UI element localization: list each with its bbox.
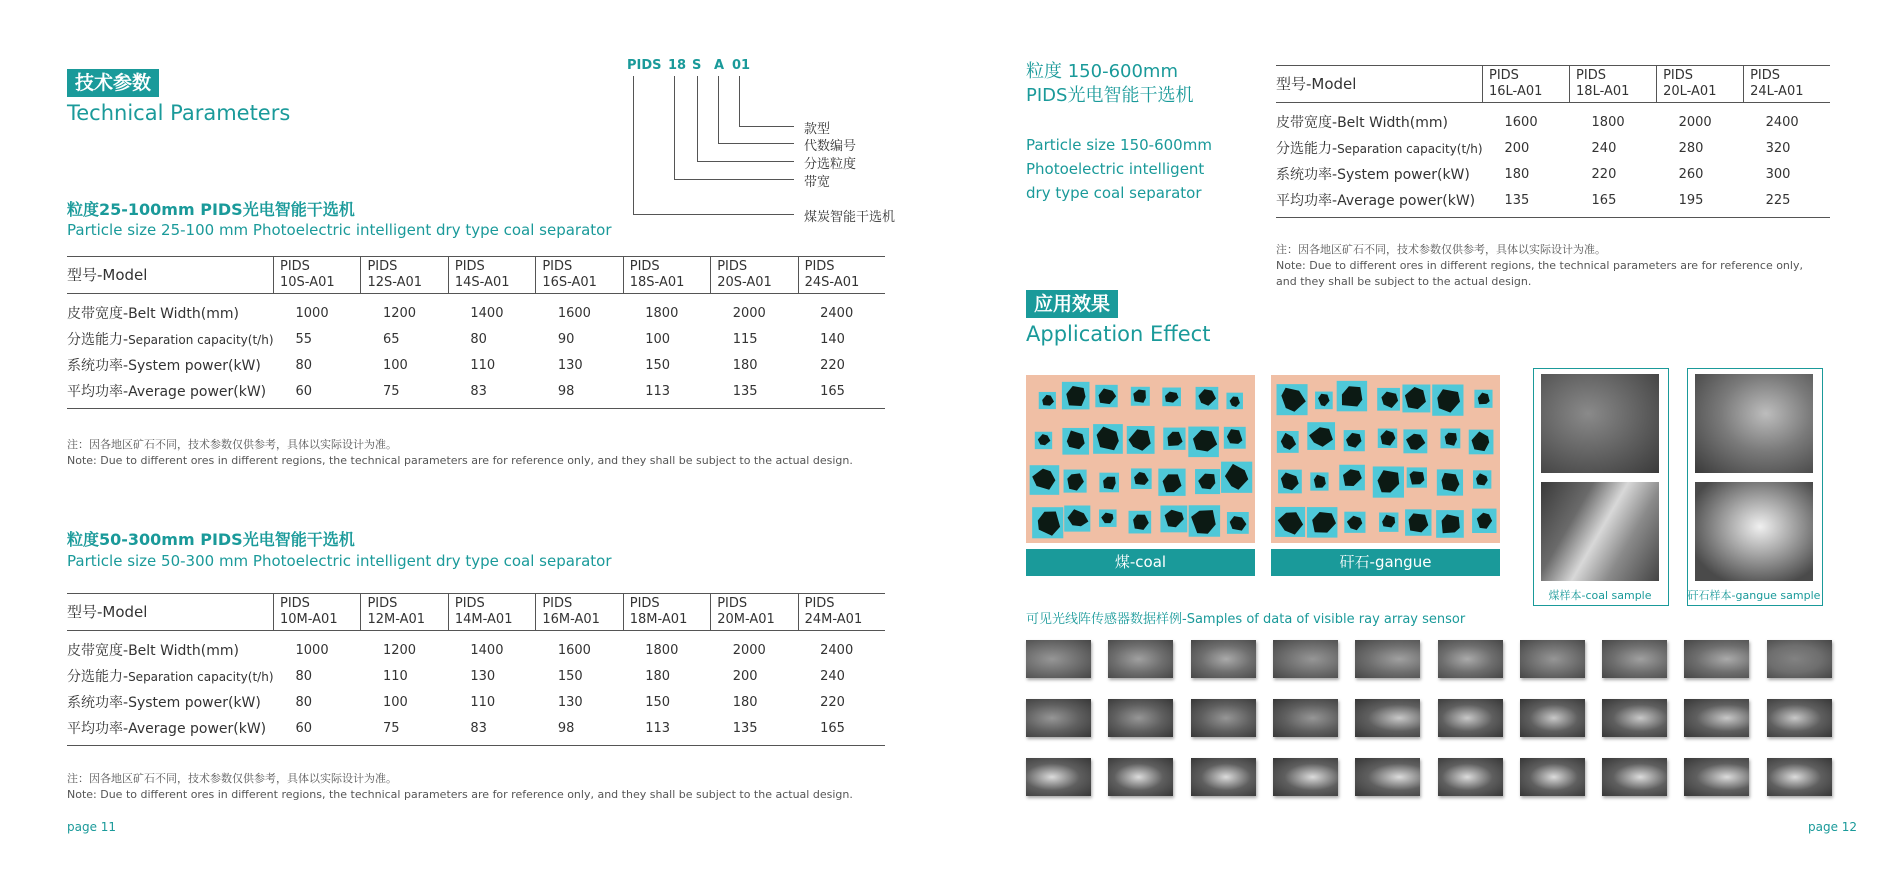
model-col: PIDS 18S-A01 (623, 257, 710, 294)
sensor-sample-thumb (1602, 758, 1667, 796)
tech-params-tag: 技术参数 (67, 69, 159, 97)
code-label-machine: 煤炭智能干选机 (804, 210, 896, 225)
page-number-left: page 11 (67, 820, 117, 834)
sensor-sample-thumb (1108, 640, 1173, 678)
sensor-sample-thumb (1108, 699, 1173, 737)
code-label-width: 带宽 (804, 175, 831, 190)
model-col: PIDS 10S-A01 (274, 257, 361, 294)
table-row: 皮带宽度-Belt Width(mm) 1000 1200 1400 1600 1800 2000 2400 (67, 642, 854, 659)
model-col: PIDS 24L-A01 (1744, 66, 1830, 103)
sensor-sample-thumb (1438, 699, 1503, 737)
sensor-sample-thumb (1684, 699, 1749, 737)
sensor-sample-thumb (1108, 758, 1173, 796)
table1-title-cn: 粒度25-100mm PIDS光电智能干选机 (67, 200, 355, 219)
model-col: PIDS 14S-A01 (448, 257, 535, 294)
sensor-sample-thumb (1191, 640, 1256, 678)
table-row: 分选能力-Separation capacity(t/h) 200 240 280 320 (1276, 140, 1791, 157)
table-row: 分选能力-Separation capacity(t/h) 80 110 130 150 180 200 240 (67, 668, 845, 685)
model-col: PIDS 20M-A01 (711, 594, 798, 631)
model-header: 型号-Model (67, 603, 148, 621)
table2-title-en: Particle size 50-300 mm Photoelectric intelligent dry type coal separator (67, 552, 612, 570)
code-part-model: 01 (732, 58, 751, 73)
coal-caption: 煤-coal (1026, 549, 1255, 576)
sensor-sample-thumb (1355, 758, 1420, 796)
gangue-detection-graphic (1271, 375, 1500, 543)
sensor-sample-thumb (1026, 758, 1091, 796)
table-row: 系统功率-System power(kW) 80 100 110 130 150 180 220 (67, 694, 845, 711)
code-part-pids: PIDS (627, 58, 662, 73)
table1-note: 注：因各地区矿石不同，技术参数仅供参考，具体以实际设计为准。 Note: Due to different ores in different regions, the technical parameters are for reference only, and they shall be subject to the actual design. (67, 438, 853, 467)
sensor-sample-thumb (1026, 640, 1091, 678)
model-header: 型号-Model (1276, 75, 1357, 93)
table-row: 平均功率-Average power(kW) 60 75 83 98 113 135 165 (67, 720, 845, 737)
sensor-sample-thumb (1520, 758, 1585, 796)
tech-params-title: Technical Parameters (67, 101, 291, 125)
sensor-sample-thumb (1767, 699, 1832, 737)
model-col: PIDS 24M-A01 (798, 594, 885, 631)
spec-table-50-300 (67, 593, 885, 746)
table-row: 系统功率-System power(kW) 180 220 260 300 (1276, 166, 1791, 183)
table3-note: 注：因各地区矿石不同，技术参数仅供参考，具体以实际设计为准。 Note: Due to different ores in different regions, the technical parameters are for reference only, and they shall be subject to the actual design. (1276, 243, 1803, 288)
table-row: 皮带宽度-Belt Width(mm) 1600 1800 2000 2400 (1276, 114, 1799, 131)
code-label-gen: 代数编号 (804, 139, 857, 154)
table2-title-cn: 粒度50-300mm PIDS光电智能干选机 (67, 530, 355, 549)
model-col: PIDS 18L-A01 (1570, 66, 1657, 103)
large-size-title-cn: 粒度 150-600mm PIDS光电智能干选机 (1026, 61, 1194, 106)
large-size-title-en: Particle size 150-600mm Photoelectric intelligent dry type coal separator (1026, 136, 1212, 202)
sensor-sample-thumb (1684, 758, 1749, 796)
table-row: 系统功率-System power(kW) 80 100 110 130 150 180 220 (67, 357, 845, 374)
gangue-sample-caption: 矸石样本-gangue sample (1687, 589, 1821, 602)
sensor-sample-thumb (1520, 699, 1585, 737)
sensor-sample-thumb (1273, 699, 1338, 737)
sensor-sample-thumb (1602, 699, 1667, 737)
code-part-width: 18 (668, 58, 687, 73)
sensor-sample-thumb (1602, 640, 1667, 678)
sensor-sample-thumb (1767, 758, 1832, 796)
model-col: PIDS 20L-A01 (1657, 66, 1744, 103)
sensor-sample-thumb (1438, 640, 1503, 678)
model-col: PIDS 20S-A01 (711, 257, 798, 294)
page-number-right: page 12 (1808, 820, 1858, 834)
coal-sample-photo (1541, 374, 1659, 473)
model-col: PIDS 18M-A01 (623, 594, 710, 631)
sensor-sample-thumb (1355, 699, 1420, 737)
sensor-sample-thumb (1520, 640, 1585, 678)
model-col: PIDS 14M-A01 (448, 594, 535, 631)
sensor-sample-thumb (1273, 758, 1338, 796)
sensor-sample-thumb (1191, 758, 1256, 796)
app-effect-tag: 应用效果 (1026, 290, 1118, 318)
spec-table-150-600 (1276, 65, 1830, 218)
coal-detection-image (1026, 375, 1255, 543)
sensor-sample-thumb (1684, 640, 1749, 678)
sensor-sample-thumb (1355, 640, 1420, 678)
sensor-sample-thumb (1273, 640, 1338, 678)
model-col: PIDS 16S-A01 (536, 257, 623, 294)
sensor-sample-thumb (1767, 640, 1832, 678)
table-row: 平均功率-Average power(kW) 60 75 83 98 113 135 165 (67, 383, 845, 400)
model-col: PIDS 16L-A01 (1483, 66, 1570, 103)
coal-detection-graphic (1026, 375, 1255, 543)
gangue-sample-photo-2 (1695, 482, 1813, 581)
code-part-size: S (692, 58, 702, 73)
model-col: PIDS 16M-A01 (536, 594, 623, 631)
code-label-model: 款型 (804, 122, 831, 137)
table1-title-en: Particle size 25-100 mm Photoelectric intelligent dry type coal separator (67, 221, 612, 239)
sensor-sample-thumb (1026, 699, 1091, 737)
table-row: 皮带宽度-Belt Width(mm) 1000 1200 1400 1600 1800 2000 2400 (67, 305, 854, 322)
gangue-detection-image (1271, 375, 1500, 543)
sensor-sample-thumb (1438, 758, 1503, 796)
table-row: 平均功率-Average power(kW) 135 165 195 225 (1276, 192, 1791, 209)
gangue-caption: 矸石-gangue (1271, 549, 1500, 576)
table-row: 分选能力-Separation capacity(t/h) 55 65 80 90 100 115 140 (67, 331, 845, 348)
gangue-sample-photo (1695, 374, 1813, 473)
model-col: PIDS 12M-A01 (361, 594, 448, 631)
sensor-sample-thumb (1191, 699, 1256, 737)
model-col: PIDS 24S-A01 (798, 257, 885, 294)
code-label-size: 分选粒度 (804, 157, 857, 172)
code-part-gen: A (714, 58, 725, 73)
app-effect-title: Application Effect (1026, 322, 1211, 346)
model-header: 型号-Model (67, 266, 148, 284)
sensor-samples-title: 可见光线阵传感器数据样例-Samples of data of visible ray array sensor (1026, 612, 1466, 627)
model-col: PIDS 12S-A01 (361, 257, 448, 294)
table2-note: 注：因各地区矿石不同，技术参数仅供参考，具体以实际设计为准。 Note: Due to different ores in different regions, the technical parameters are for reference only, and they shall be subject to the actual design. (67, 772, 853, 801)
coal-sample-caption: 煤样本-coal sample (1548, 589, 1652, 602)
coal-sample-photo-2 (1541, 482, 1659, 581)
model-col: PIDS 10M-A01 (274, 594, 361, 631)
spec-table-25-100 (67, 256, 885, 409)
